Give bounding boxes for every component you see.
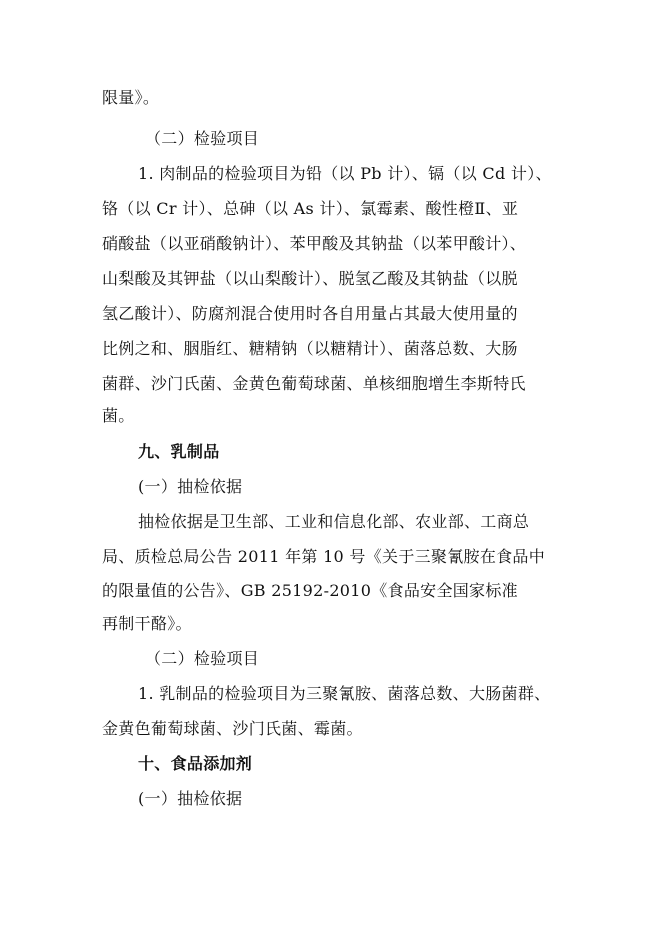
text-line: 的限量值的公告》、GB 25192-2010《食品安全国家标准 [102, 581, 518, 600]
section-heading: (一）抽检依据 [138, 477, 243, 496]
text-line: 氢乙酸计）、防腐剂混合使用时各自用量占其最大使用量的 [102, 304, 518, 323]
section-heading: （二）检验项目 [145, 649, 260, 668]
text-line: 菌群、沙门氏菌、金黄色葡萄球菌、单核细胞增生李斯特氏 [102, 374, 526, 393]
text-line: 1. 乳制品的检验项目为三聚氰胺、菌落总数、大肠菌群、 [138, 684, 551, 703]
section-heading: (一）抽检依据 [138, 789, 243, 808]
text-line: 金黄色葡萄球菌、沙门氏菌、霉菌。 [102, 719, 363, 738]
text-line: 局、质检总局公告 2011 年第 10 号《关于三聚氰胺在食品中 [102, 547, 546, 566]
text-line: 比例之和、胭脂红、糖精钠（以糖精计）、菌落总数、大肠 [102, 339, 518, 358]
text-line: 1. 肉制品的检验项目为铅（以 Pb 计）、镉（以 Cd 计）、 [138, 164, 552, 183]
text-line: 菌。 [102, 406, 135, 425]
chapter-heading: 十、食品添加剂 [138, 754, 253, 773]
text-line: 山梨酸及其钾盐（以山梨酸计）、脱氢乙酸及其钠盐（以脱 [102, 269, 518, 288]
chapter-heading: 九、乳制品 [138, 442, 220, 461]
text-line: 抽检依据是卫生部、工业和信息化部、农业部、工商总 [138, 512, 530, 531]
text-line: 限量》。 [102, 88, 160, 107]
text-line: 铬（以 Cr 计）、总砷（以 As 计）、氯霉素、酸性橙Ⅱ、亚 [102, 199, 519, 218]
text-line: 硝酸盐（以亚硝酸钠计）、苯甲酸及其钠盐（以苯甲酸计）、 [102, 234, 527, 253]
section-heading: （二）检验项目 [145, 129, 260, 148]
text-line: 再制干酪》。 [102, 614, 192, 633]
